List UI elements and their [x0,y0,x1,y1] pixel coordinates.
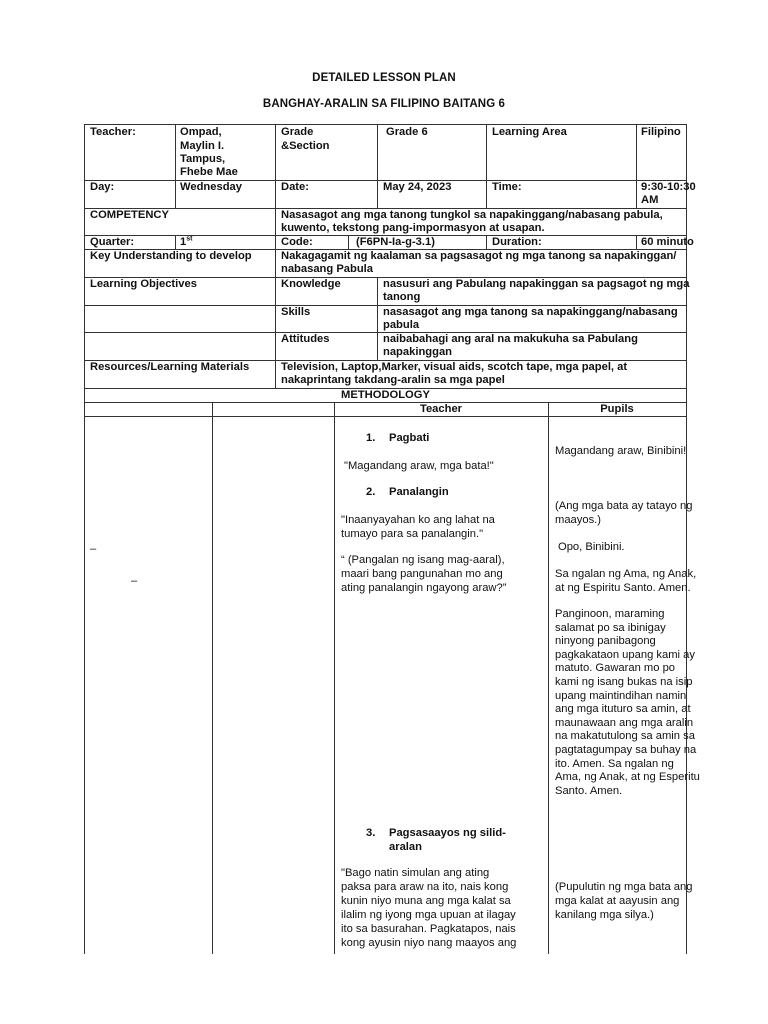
teacher-item-2-number: 2. [366,486,376,498]
resources-text-1: Television, Laptop,Marker, visual aids, scotch tape, mga papel, at [281,361,628,373]
time-label: Time: [492,181,522,193]
learning-area-value: Filipino [641,126,681,138]
pupil-stand-1: (Ang mga bata ay tatayo ng [555,500,693,512]
teacher-room-text-3: kunin niyo muna ang mga kalat sa [341,895,511,907]
teacher-prayer-leader-3: ating panalangin ngayong araw?” [341,582,507,594]
teacher-item-1-title: Pagbati [389,432,430,444]
teacher-room-text-1: "Bago natin simulan ang ating [341,867,490,879]
teacher-name-3: Tampus, [180,153,226,165]
pupil-prayer-line: pagkakataon upang kami ay [555,648,695,661]
time-value-1: 9:30-10:30 [641,181,696,193]
pupil-cleanup-2: mga kalat at aayusin ang [555,895,680,907]
teacher-item-3-title-1: Pagsasaayos ng silid- [389,827,506,839]
teacher-room-text-5: ito sa basurahan. Pagkatapos, nais [341,923,516,935]
quarter-label: Quarter: [90,236,135,248]
pupil-opo: Opo, Binibini. [558,541,625,553]
code-value: (F6PN-Ia-g-3.1) [356,236,435,248]
attitudes-text-2: napakinggan [383,346,452,358]
pupil-prayer-line: upang maintindihan namin [555,689,687,702]
date-value: May 24, 2023 [383,181,452,193]
code-label: Code: [281,236,313,248]
key-understanding-label: Key Understanding to develop [90,250,252,262]
document-title: DETAILED LESSON PLAN [312,72,456,84]
pupil-prayer-line: Santo. Amen. [555,784,623,797]
resources-label: Resources/Learning Materials [90,361,250,373]
pupil-prayer-line: pagtatagumpay sa buhay na [555,744,697,756]
teacher-item-3-number: 3. [366,827,376,839]
grade-value: Grade 6 [386,126,428,138]
learning-objectives-label: Learning Objectives [90,278,197,290]
skills-text-1: nasasagot ang mga tanong sa napakinggang/nabasang [383,306,678,318]
pupil-prayer-line: matuto. Gawaran mo po [555,662,676,675]
grade-section-label-1: Grade [281,126,314,138]
duration-label: Duration: [492,236,542,248]
teacher-item-3-title-2: aralan [389,841,422,853]
key-understanding-text-1: Nakagagamit ng kaalaman sa pagsasagot ng mga tanong sa napakinggan/ [281,250,677,262]
competency-text-2: kuwento, tekstong pang-impormasyon at usapan. [281,222,545,234]
knowledge-label: Knowledge [281,278,341,290]
pupil-prayer-line: ito. Amen. Sa ngalan ng [555,757,674,770]
attitudes-label: Attitudes [281,333,330,345]
pupil-sign-1: Sa ngalan ng Ama, ng Anak, [555,568,697,580]
day-label: Day: [90,181,115,193]
teacher-name-4: Fhebe Mae [180,166,238,178]
teacher-name-1: Ompad, [180,126,222,138]
teacher-item-2-title: Panalangin [389,486,449,498]
teacher-prayer-leader-2: maari bang pangunahan mo ang [341,568,503,580]
quarter-value: 1st [180,235,193,248]
pupil-prayer-line: salamat po sa ibinigay [555,621,666,634]
teacher-greeting-text: "Magandang araw, mga bata!" [344,460,494,472]
pupil-prayer-line: kami ng isang bukas na isip [555,676,693,688]
pupil-greeting: Magandang araw, Binibini! [555,445,687,457]
dash-mark-2: – [131,575,138,587]
pupil-cleanup-3: kanilang mga silya.) [555,909,654,921]
pupil-prayer-line: na makatutulong sa amin sa [555,730,695,743]
day-value: Wednesday [180,181,242,193]
date-label: Date: [281,181,309,193]
methodology-header: METHODOLOGY [341,389,430,401]
resources-text-2: nakaprintang takdang-aralin sa mga papel [281,374,505,386]
teacher-column-header: Teacher [419,403,463,415]
teacher-label: Teacher: [90,126,136,138]
teacher-prayer-invite-1: "Inaanyayahan ko ang lahat na [341,514,495,526]
dash-mark-1: – [90,543,97,555]
attitudes-text-1: naibabahagi ang aral na makukuha sa Pabulang [383,333,638,345]
knowledge-text-2: tanong [383,291,421,303]
competency-text-1: Nasasagot ang mga tanong tungkol sa napakinggang/nabasang pabula, [281,209,663,221]
pupil-prayer-line: ang mga ituturo sa amin, at [555,703,691,716]
duration-value: 60 minuto [641,236,694,248]
teacher-prayer-invite-2: tumayo para sa panalangin." [341,528,484,540]
teacher-room-text-6: kong ayusin niyo nang maayos ang [341,937,517,949]
skills-label: Skills [281,306,311,318]
key-understanding-text-2: nabasang Pabula [281,263,374,275]
pupil-cleanup-1: (Pupulutin ng mga bata ang [555,881,693,893]
pupil-stand-2: maayos.) [555,514,602,526]
pupil-prayer-line: maunawaan ang mga aralin [555,716,694,729]
document-subtitle: BANGHAY-ARALIN SA FILIPINO BAITANG 6 [262,98,506,110]
skills-text-2: pabula [383,319,420,331]
pupil-prayer-line: ninyong panibagong [555,635,656,648]
teacher-room-text-2: paksa para araw na ito, nais kong [341,881,509,893]
pupils-column-header: Pupils [600,403,634,415]
teacher-item-1-number: 1. [366,432,376,444]
grade-section-label-2: &Section [281,140,330,152]
teacher-prayer-leader-1: “ (Pangalan ng isang mag-aaral), [341,554,505,566]
time-value-2: AM [641,194,659,206]
teacher-room-text-4: ilalim ng iyong mga upuan at ilagay [341,909,516,921]
pupil-prayer-line: Panginoon, maraming [555,608,665,620]
teacher-name-2: Maylin I. [180,140,225,152]
pupil-sign-2: at ng Espiritu Santo. Amen. [555,582,691,594]
competency-label: COMPETENCY [90,209,169,221]
pupil-prayer-line: Ama, ng Anak, at ng Esperitu [555,771,700,784]
learning-area-label: Learning Area [492,126,567,138]
knowledge-text-1: nasusuri ang Pabulang napakinggan sa pagsagot ng mga [383,278,690,290]
